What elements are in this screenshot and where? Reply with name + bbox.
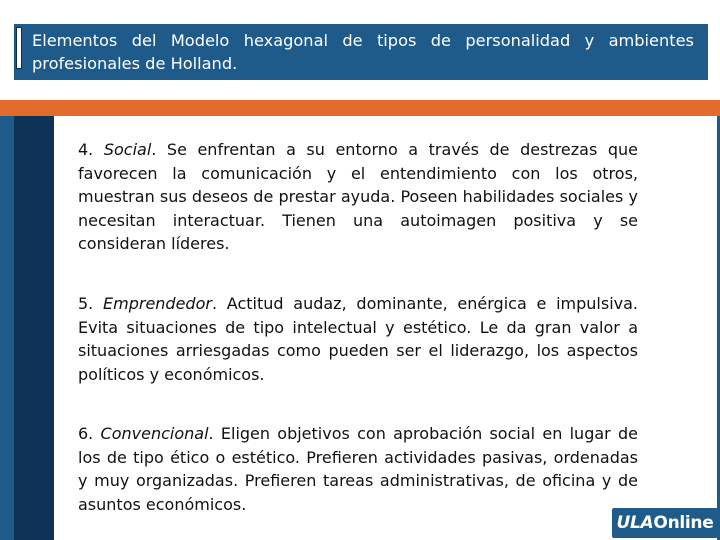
title-accent-bar xyxy=(16,27,22,69)
paragraph-text: . Actitud audaz, dominante, enérgica e impulsiva. Evita situaciones de tipo intelectual y estético. Le da gran valor a situaciones arriesgadas como pueden ser el liderazgo, los aspectos políticos y económicos. xyxy=(78,294,638,384)
paragraph-emprendedor xyxy=(78,292,638,386)
paragraph-convencional xyxy=(78,422,638,516)
slide-title: Elementos del Modelo hexagonal de tipos de personalidad y ambientes profesionales de Holland. xyxy=(32,31,694,73)
paragraph-number: 4. xyxy=(78,140,94,159)
paragraph-number: 6. xyxy=(78,424,94,443)
paragraph-term: Convencional xyxy=(100,424,209,443)
orange-divider xyxy=(0,100,720,116)
ula-online-logo xyxy=(612,508,718,538)
paragraph-term: Social xyxy=(103,140,152,159)
logo-wordmark: ULAOnline xyxy=(616,513,714,533)
paragraph-text: . Se enfrentan a su entorno a través de destrezas que favorecen la comunicación y el entendimiento con los otros, muestran sus deseos de prestar ayuda. Poseen habilidades sociales y necesitan interactuar. Tienen una autoimagen positiva y se consideran líderes. xyxy=(78,140,638,253)
paragraph-term: Emprendedor xyxy=(103,294,212,313)
paragraph-text: . Eligen objetivos con aprobación social en lugar de los de tipo ético o estético. Prefieren actividades pasivas, ordenadas y muy organizadas. Prefieren tareas administrativas, de oficina y de asuntos económicos. xyxy=(78,424,638,514)
left-rail-inner xyxy=(14,116,54,540)
paragraph-social xyxy=(78,138,638,256)
paragraph-number: 5. xyxy=(78,294,94,313)
